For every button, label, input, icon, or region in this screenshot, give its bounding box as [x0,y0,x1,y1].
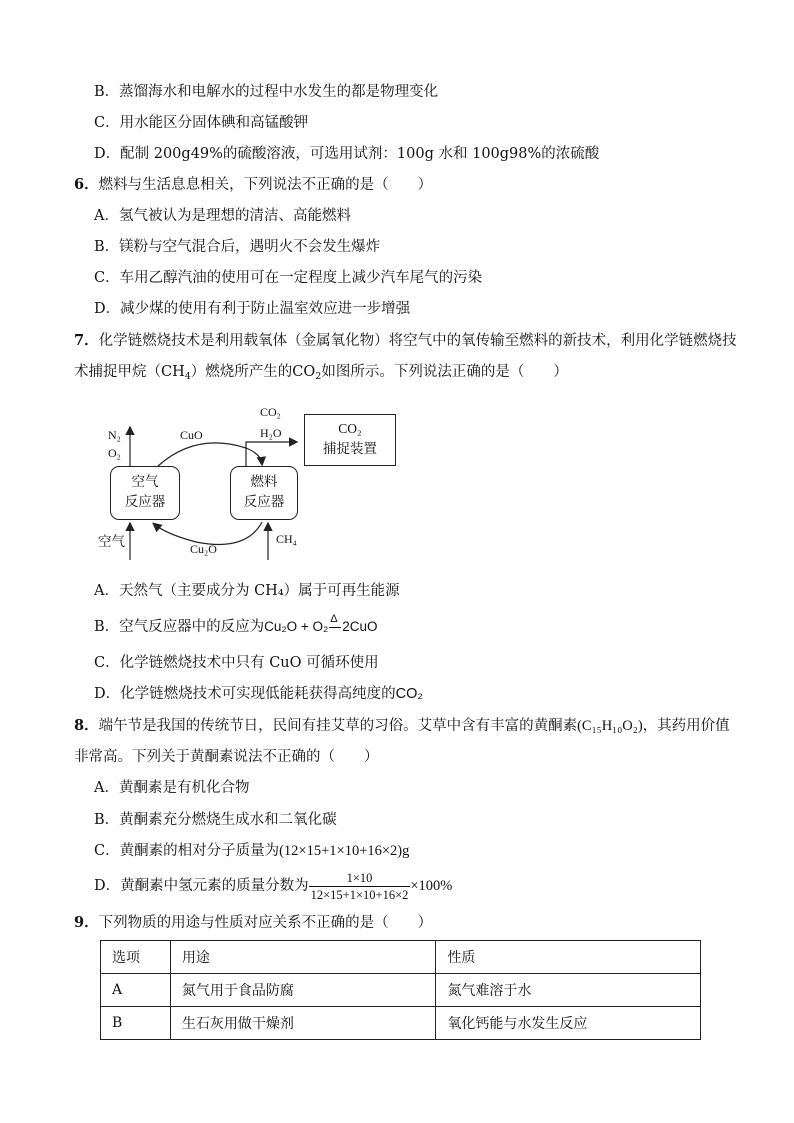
q7-stem-part-a: 术捕捉甲烷（CH [74,364,185,380]
q5-option-c: C．用水能区分固体碘和高锰酸钾 [94,115,309,131]
q8-number: 8． [74,717,99,734]
table-cell: 氮气用于食品防腐 [170,974,436,1007]
capture-label-1: CO₂ [338,421,362,436]
q7-number: 7． [74,332,99,349]
q5-option-b: B．蒸馏海水和电解水的过程中水发生的都是物理变化 [94,84,439,100]
q8-option-d-prefix: D．黄酮素中氢元素的质量分数为 [94,878,309,894]
q7-stem-part-b: ）燃烧所产生的CO [190,364,316,380]
chemical-looping-diagram [96,402,406,562]
table-row [101,1007,701,1040]
fuel-reactor-label-1: 燃料 [250,474,278,490]
air-reactor-label-2: 反应器 [124,494,166,510]
table-cell: 氧化钙能与水发生反应 [436,1007,701,1040]
q7-equation-left: Cu₂O + O₂ [264,619,329,634]
q7-equation-arrow [328,613,342,637]
table-cell: 生石灰用做干燥剂 [170,1007,436,1040]
q7-option-b-prefix: B．空气反应器中的反应为 [94,619,265,635]
cuo-label: CuO [180,428,203,442]
q6-stem-text: 燃料与生活息息相关，下列说法不正确的是（ ） [98,177,433,193]
q7-equation-condition: Δ [330,613,338,625]
q7-option-b [94,613,378,637]
q9-stem [74,913,432,933]
q6-option-c: C．车用乙醇汽油的使用可在一定程度上减少汽车尾气的污染 [94,270,483,286]
q8-stem-line1 [74,716,730,736]
q8-option-c-prefix: C．黄酮素的相对分子质量为 [94,843,280,859]
air-reactor-box [110,466,180,520]
q8-option-c [94,841,409,861]
table-header-row [101,941,701,974]
q7-option-d-prefix: D．化学链燃烧技术可实现低能耗获得高纯度的 [94,686,396,702]
cu2o-label: Cu₂O [190,542,217,556]
q8-option-a: A．黄酮素是有机化合物 [94,780,250,796]
q9-table [100,940,701,1040]
q7-stem-sub-4: 4 [184,371,191,382]
table-row [101,974,701,1007]
h2o-label: H₂O [260,426,282,440]
q7-option-d [94,684,423,704]
table-header-cell: 性质 [436,941,701,974]
n2-label: N₂ [108,428,121,442]
q8-option-d [94,868,452,904]
fuel-reactor-box [230,466,298,520]
q8-fraction [309,870,411,903]
air-inlet-label: 空气 [98,534,125,550]
q8-stem-part-b: ，其药用价值 [642,718,730,734]
q7-stem-line1 [74,331,737,351]
q7-option-a: A．天然气（主要成分为 CH₄）属于可再生能源 [94,583,400,599]
q7-stem-text-1: 化学链燃烧技术是利用载氧体（金属氧化物）将空气中的氧传输至燃料的新技术，利用化学链燃烧技 [98,333,737,349]
table-cell: A [101,974,171,1007]
q8-fraction-numerator: 1×10 [346,870,373,885]
table-cell: 氮气难溶于水 [436,974,701,1007]
fuel-reactor-label-2: 反应器 [243,494,285,510]
q9-number: 9． [74,914,99,931]
q6-option-a: A．氢气被认为是理想的清洁、高能燃料 [94,208,351,224]
q7-stem-part-c: 如图所示。下列说法正确的是（ ） [321,364,568,380]
q8-fraction-denominator: 12×15+1×10+16×2 [310,887,409,902]
q7-option-d-formula: CO₂ [395,686,424,702]
table-header-cell: 用途 [170,941,436,974]
air-reactor-label-1: 空气 [131,474,159,490]
o2-label: O₂ [108,446,121,460]
q7-stem-sub-2: 2 [315,371,322,382]
q6-option-b: B．镁粉与空气混合后，遇明火不会发生爆炸 [94,239,381,255]
q8-option-d-suffix: ×100% [410,878,453,894]
q7-equation-right: 2CuO [342,619,378,634]
co2-capture-box [304,414,396,466]
q6-number: 6． [74,176,99,193]
capture-label-2: 捕捉装置 [323,441,377,457]
q8-formula: (C₁₅H₁₀O₂) [577,718,643,734]
ch4-label: CH₄ [276,532,297,546]
q6-option-d: D．减少煤的使用有利于防止温室效应进一步增强 [94,301,411,317]
q7-stem-line2 [74,362,568,382]
q7-option-c: C．化学链燃烧技术中只有 CuO 可循环使用 [94,655,379,671]
q8-option-b: B．黄酮素充分燃烧生成水和二氧化碳 [94,812,337,828]
q8-option-c-expression: (12×15+1×10+16×2)g [279,843,410,859]
table-cell: B [101,1007,171,1040]
q8-stem-part-a: 端午节是我国的传统节日，民间有挂艾草的习俗。艾草中含有丰富的黄酮素 [98,718,578,734]
q5-option-d: D．配制 200g49%的硫酸溶液，可选用试剂：100g 水和 100g98%的浓硫酸 [94,146,600,162]
fuel-outlet-arrow [246,442,296,466]
table-header-cell: 选项 [101,941,171,974]
q6-stem [74,175,432,195]
q8-stem-line2: 非常高。下列关于黄酮素说法不正确的（ ） [74,749,379,765]
q9-stem-text: 下列物质的用途与性质对应关系不正确的是（ ） [98,915,433,931]
co2-label: CO₂ [260,405,281,419]
